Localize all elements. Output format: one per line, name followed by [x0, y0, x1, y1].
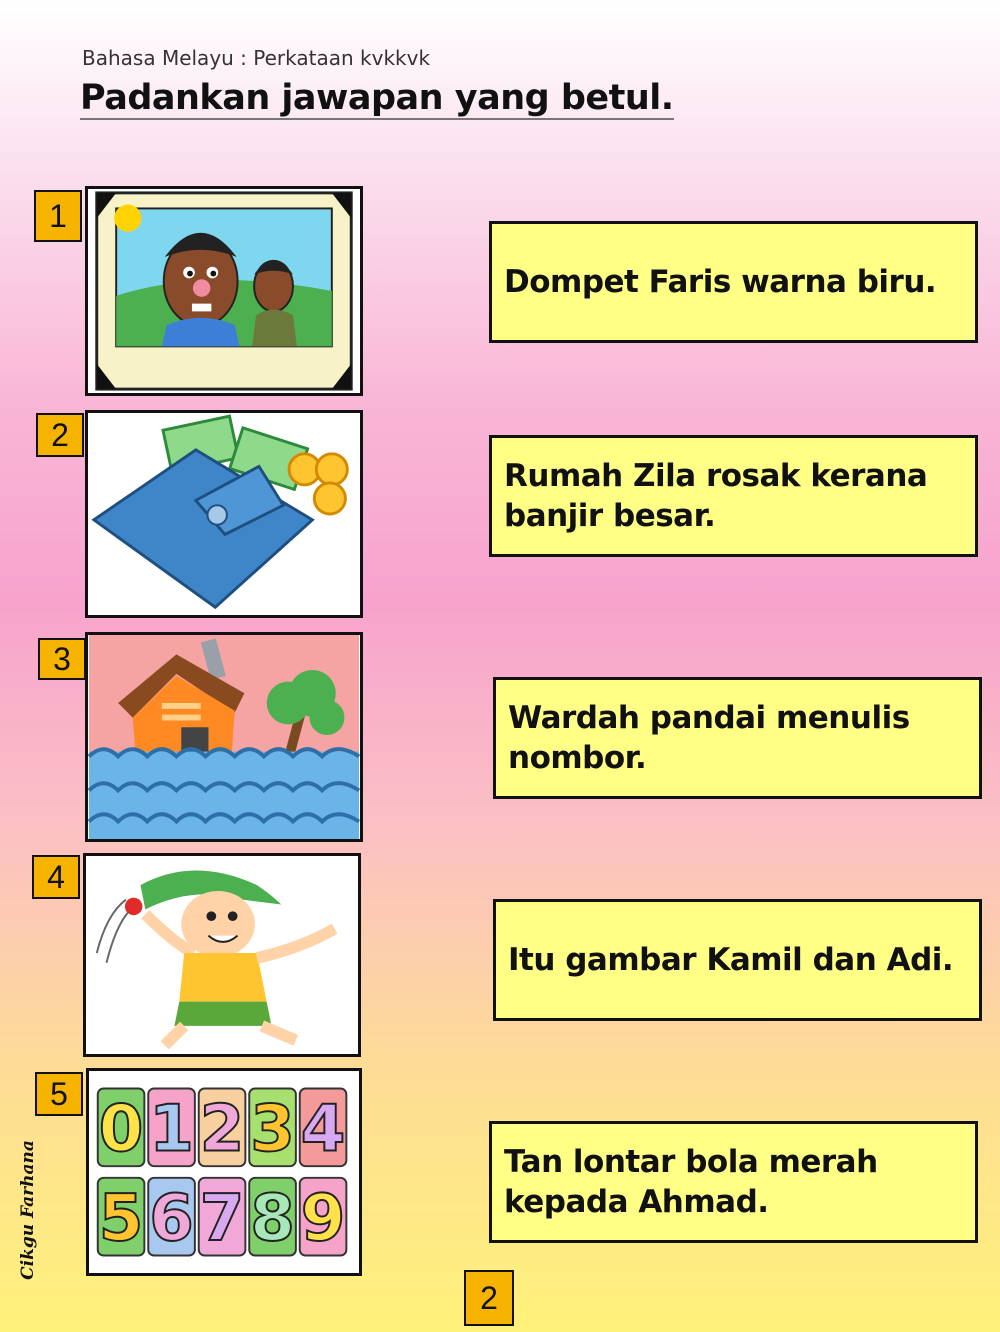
photo-frame-icon	[88, 189, 360, 393]
photo-frame-image[interactable]	[85, 186, 363, 396]
subtitle: Bahasa Melayu : Perkataan kvkkvk	[82, 46, 431, 70]
answer-box-1[interactable]: Dompet Faris warna biru.	[489, 221, 978, 343]
svg-text:7: 7	[199, 1181, 245, 1256]
page-number: 2	[464, 1270, 514, 1326]
flooded-house-image[interactable]	[85, 632, 363, 842]
svg-text:3: 3	[250, 1092, 295, 1167]
house-icon	[88, 635, 360, 839]
svg-text:2: 2	[199, 1092, 245, 1167]
svg-text:0: 0	[98, 1092, 144, 1167]
svg-text:5: 5	[98, 1181, 144, 1256]
answer-box-3[interactable]: Wardah pandai menulis nombor.	[493, 677, 982, 799]
question-number-3: 3	[38, 638, 86, 680]
svg-text:9: 9	[300, 1181, 346, 1256]
svg-text:6: 6	[149, 1181, 194, 1256]
svg-text:8: 8	[250, 1181, 295, 1256]
question-number-1: 1	[34, 190, 82, 242]
numbers-icon	[89, 1071, 359, 1273]
svg-text:4: 4	[300, 1092, 346, 1167]
question-number-2: 2	[36, 413, 84, 457]
question-number-5: 5	[35, 1072, 83, 1116]
numbers-image[interactable]	[86, 1068, 362, 1276]
answer-box-4[interactable]: Itu gambar Kamil dan Adi.	[493, 899, 982, 1021]
boy-throwing-image[interactable]	[83, 853, 361, 1057]
answer-box-5[interactable]: Tan lontar bola merah kepada Ahmad.	[489, 1121, 978, 1243]
boy-icon	[86, 856, 358, 1054]
author-credit: Cikgu Farhana	[18, 1140, 38, 1280]
wallet-image[interactable]	[85, 410, 363, 618]
page-title: Padankan jawapan yang betul.	[80, 78, 674, 118]
wallet-icon	[88, 413, 360, 615]
question-number-4: 4	[32, 855, 80, 899]
answer-box-2[interactable]: Rumah Zila rosak kerana banjir besar.	[489, 435, 978, 557]
svg-text:1: 1	[149, 1092, 194, 1167]
